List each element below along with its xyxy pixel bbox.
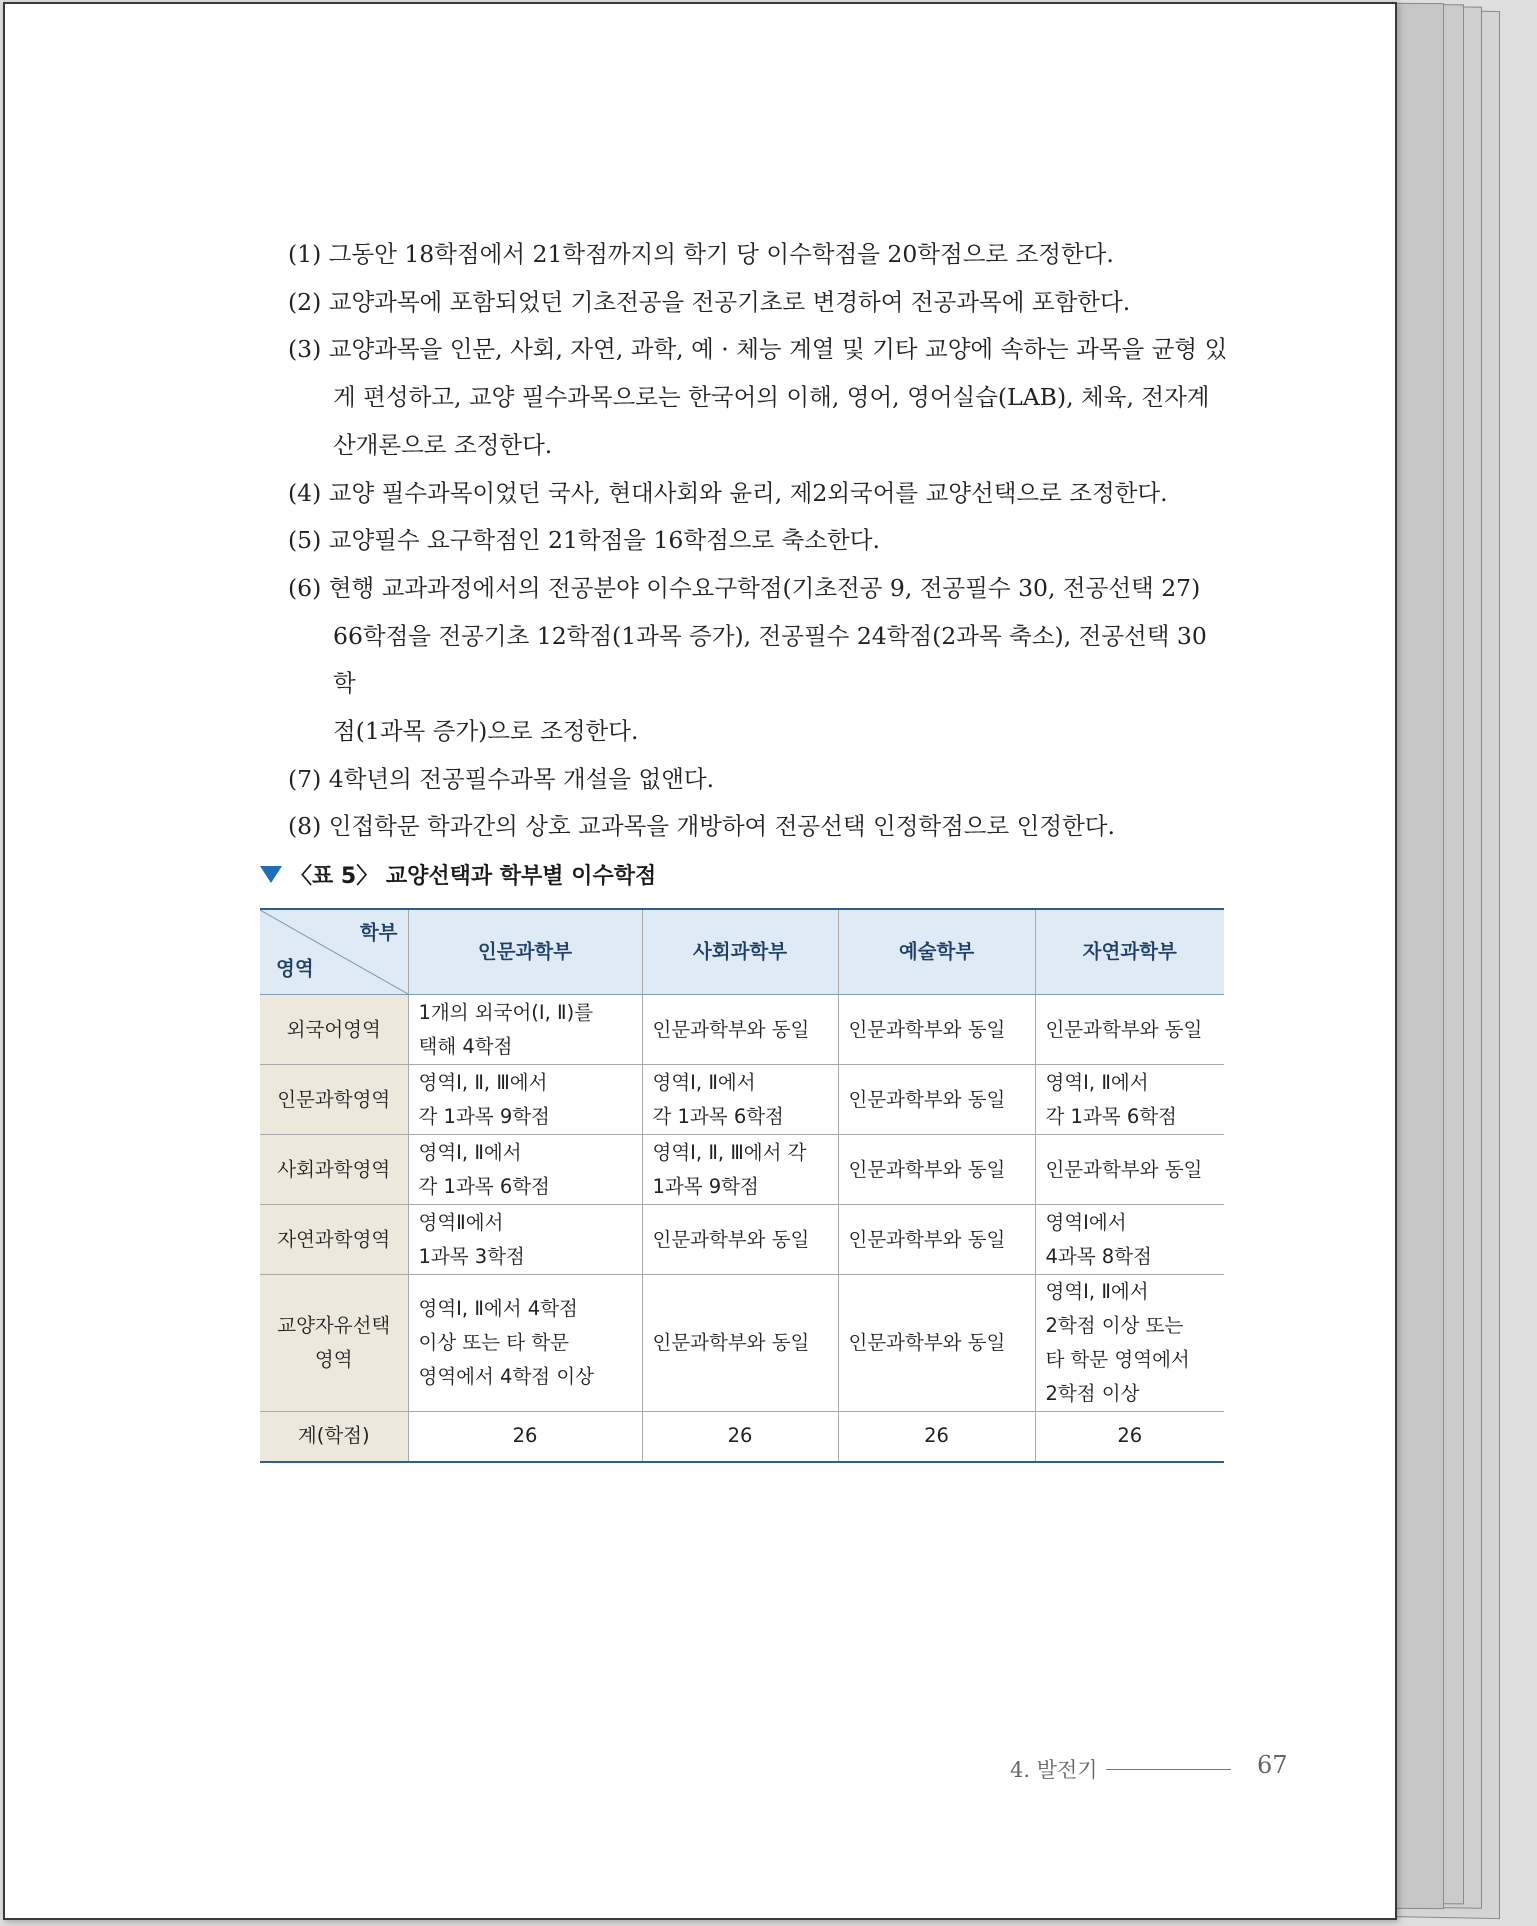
table-cell (1035, 1205, 1224, 1275)
table-cell-text: 영역Ⅱ에서 (418, 1210, 504, 1234)
table-cell-text: 인문과학부와 동일 (652, 1331, 810, 1354)
table-cell-text: 영역에서 4학점 이상 (418, 1365, 594, 1388)
footer-section-title: 4. 발전기 (1010, 1758, 1098, 1782)
document-page (3, 2, 1397, 1920)
row-header (260, 1065, 408, 1135)
table-row (260, 1275, 1224, 1412)
table-corner-cell (260, 909, 408, 995)
table-cell (1035, 1135, 1224, 1205)
credit-table (260, 908, 1224, 1463)
total-value: 26 (838, 1412, 1035, 1462)
table-cell-text: 인문과학부와 동일 (1045, 1157, 1203, 1181)
column-header: 자연과학부 (1035, 909, 1224, 995)
table-cell-text: 4과목 8학점 (1045, 1244, 1152, 1268)
table-cell-text: 영역Ⅰ, Ⅱ, Ⅲ에서 각 (652, 1140, 807, 1164)
table-cell-text: 이상 또는 타 학문 (418, 1331, 569, 1354)
table-cell-text: 영역Ⅰ, Ⅱ에서 (1045, 1070, 1149, 1094)
paragraph-line: (1) 그동안 18학점에서 21학점까지의 학기 당 이수학점을 20학점으로 조정한다. (288, 240, 1114, 268)
table-header-row (260, 909, 1224, 995)
paragraph-line: (6) 현행 교과과정에서의 전공분야 이수요구학점(기초전공 9, 전공필수 30, 전공선택 27) (288, 573, 1201, 602)
paragraph-line: (3) 교양과목을 인문, 사회, 자연, 과학, 예 · 체능 계열 및 기타 교양에 속하는 과목을 균형 있 (288, 335, 1228, 364)
table-cell (642, 995, 838, 1065)
column-header: 예술학부 (838, 909, 1035, 995)
table-cell (408, 1065, 642, 1135)
table-row (260, 995, 1224, 1065)
corner-label-department: 학부 (359, 921, 398, 944)
table-cell-text: 영역Ⅰ, Ⅱ에서 (652, 1070, 756, 1094)
row-header-text: 교양자유선택 (277, 1314, 391, 1337)
table-cell-text: 2학점 이상 (1045, 1382, 1140, 1405)
table-cell-text: 영역Ⅰ, Ⅱ에서 (1045, 1280, 1149, 1303)
table-total-row (260, 1412, 1224, 1462)
table-cell (1035, 995, 1224, 1065)
corner-label-area: 영역 (276, 957, 314, 980)
table-cell-text: 인문과학부와 동일 (848, 1331, 1006, 1354)
table-cell-text: 인문과학부와 동일 (848, 1157, 1006, 1181)
table-cell (408, 1135, 642, 1205)
total-value: 26 (408, 1412, 642, 1462)
row-header-text: 외국어영역 (286, 1017, 381, 1041)
table-cell (642, 1205, 838, 1275)
paragraph-line: (4) 교양 필수과목이었던 국사, 현대사회와 윤리, 제2외국어를 교양선택으로 조정한다. (288, 478, 1168, 507)
row-header (260, 995, 408, 1065)
table-cell-text: 1개의 외국어(Ⅰ, Ⅱ)를 (418, 1000, 594, 1024)
table-row (260, 1205, 1224, 1275)
paragraph-continuation-line: 66학점을 전공기초 12학점(1과목 증가), 전공필수 24학점(2과목 축소), 전공선택 30학 (333, 621, 1207, 698)
table-cell (1035, 1065, 1224, 1135)
page-number: 67 (1257, 1751, 1288, 1779)
table-cell-text: 1과목 9학점 (652, 1174, 759, 1198)
row-header-text: 인문과학영역 (277, 1087, 391, 1111)
table-cell (408, 995, 642, 1065)
table-cell-text: 영역Ⅰ, Ⅱ, Ⅲ에서 (418, 1070, 548, 1094)
table-cell-text: 인문과학부와 동일 (652, 1017, 810, 1041)
row-header (260, 1135, 408, 1205)
column-header: 사회과학부 (642, 909, 838, 995)
paragraph-continuation-line: 점(1과목 증가)으로 조정한다. (333, 717, 639, 746)
footer-rule (1106, 1769, 1231, 1770)
table-cell (642, 1275, 838, 1412)
table-cell (838, 1205, 1035, 1275)
table-cell (838, 1275, 1035, 1412)
table-cell-text: 각 1과목 6학점 (1045, 1104, 1177, 1128)
total-value: 26 (1035, 1412, 1224, 1462)
triangle-down-icon (260, 866, 282, 883)
table-cell-text: 택해 4학점 (418, 1034, 513, 1058)
table-cell-text: 인문과학부와 동일 (848, 1227, 1006, 1251)
paragraph-continuation-line: 산개론으로 조정한다. (333, 430, 553, 459)
paragraph-continuation-line: 게 편성하고, 교양 필수과목으로는 한국어의 이해, 영어, 영어실습(LAB), 체육, 전자계 (333, 383, 1210, 412)
paragraph-line: (2) 교양과목에 포함되었던 기초전공을 전공기초로 변경하여 전공과목에 포함한다. (288, 287, 1131, 316)
table-row (260, 1065, 1224, 1135)
table-cell-text: 타 학문 영역에서 (1045, 1348, 1190, 1371)
table-cell-text: 각 1과목 6학점 (418, 1174, 550, 1198)
table-cell (838, 1135, 1035, 1205)
paragraph-line: (8) 인접학문 학과간의 상호 교과목을 개방하여 전공선택 인정학점으로 인정한다. (288, 812, 1115, 841)
table-cell-text: 영역Ⅰ, Ⅱ에서 (418, 1140, 522, 1164)
table-cell-text: 2학점 이상 또는 (1045, 1314, 1184, 1337)
row-header-text: 사회과학영역 (277, 1157, 391, 1181)
row-header-text: 영역 (314, 1348, 353, 1371)
table-cell-text: 1과목 3학점 (418, 1244, 525, 1268)
table-cell (408, 1275, 642, 1412)
table-cell (408, 1205, 642, 1275)
table-cell-text: 인문과학부와 동일 (1045, 1017, 1203, 1041)
total-label: 계(학점) (260, 1412, 408, 1462)
table-cell-text: 영역Ⅰ에서 (1045, 1210, 1127, 1234)
total-value: 26 (642, 1412, 838, 1462)
table-cell-text: 인문과학부와 동일 (848, 1087, 1006, 1111)
table-cell-text: 영역Ⅰ, Ⅱ에서 4학점 (418, 1297, 578, 1320)
table-cell (838, 995, 1035, 1065)
running-footer (1010, 1754, 1237, 1784)
table-cell (642, 1065, 838, 1135)
row-header (260, 1205, 408, 1275)
body-text (288, 231, 1228, 851)
table-caption (260, 859, 656, 890)
table-cell-text: 각 1과목 6학점 (652, 1104, 784, 1128)
paragraph-line: (7) 4학년의 전공필수과목 개설을 없앤다. (288, 764, 715, 793)
row-header (260, 1275, 408, 1412)
table-cell-text: 각 1과목 9학점 (418, 1104, 550, 1128)
table-cell-text: 인문과학부와 동일 (848, 1017, 1006, 1041)
paragraph-line: (5) 교양필수 요구학점인 21학점을 16학점으로 축소한다. (288, 526, 880, 555)
table-cell-text: 인문과학부와 동일 (652, 1227, 810, 1251)
row-header-text: 자연과학영역 (277, 1227, 391, 1251)
table-cell (1035, 1275, 1224, 1412)
table-caption-text: 〈표 5〉 교양선택과 학부별 이수학점 (290, 864, 657, 889)
table-cell (642, 1135, 838, 1205)
table-row (260, 1135, 1224, 1205)
table-cell (838, 1065, 1035, 1135)
column-header: 인문과학부 (408, 909, 642, 995)
